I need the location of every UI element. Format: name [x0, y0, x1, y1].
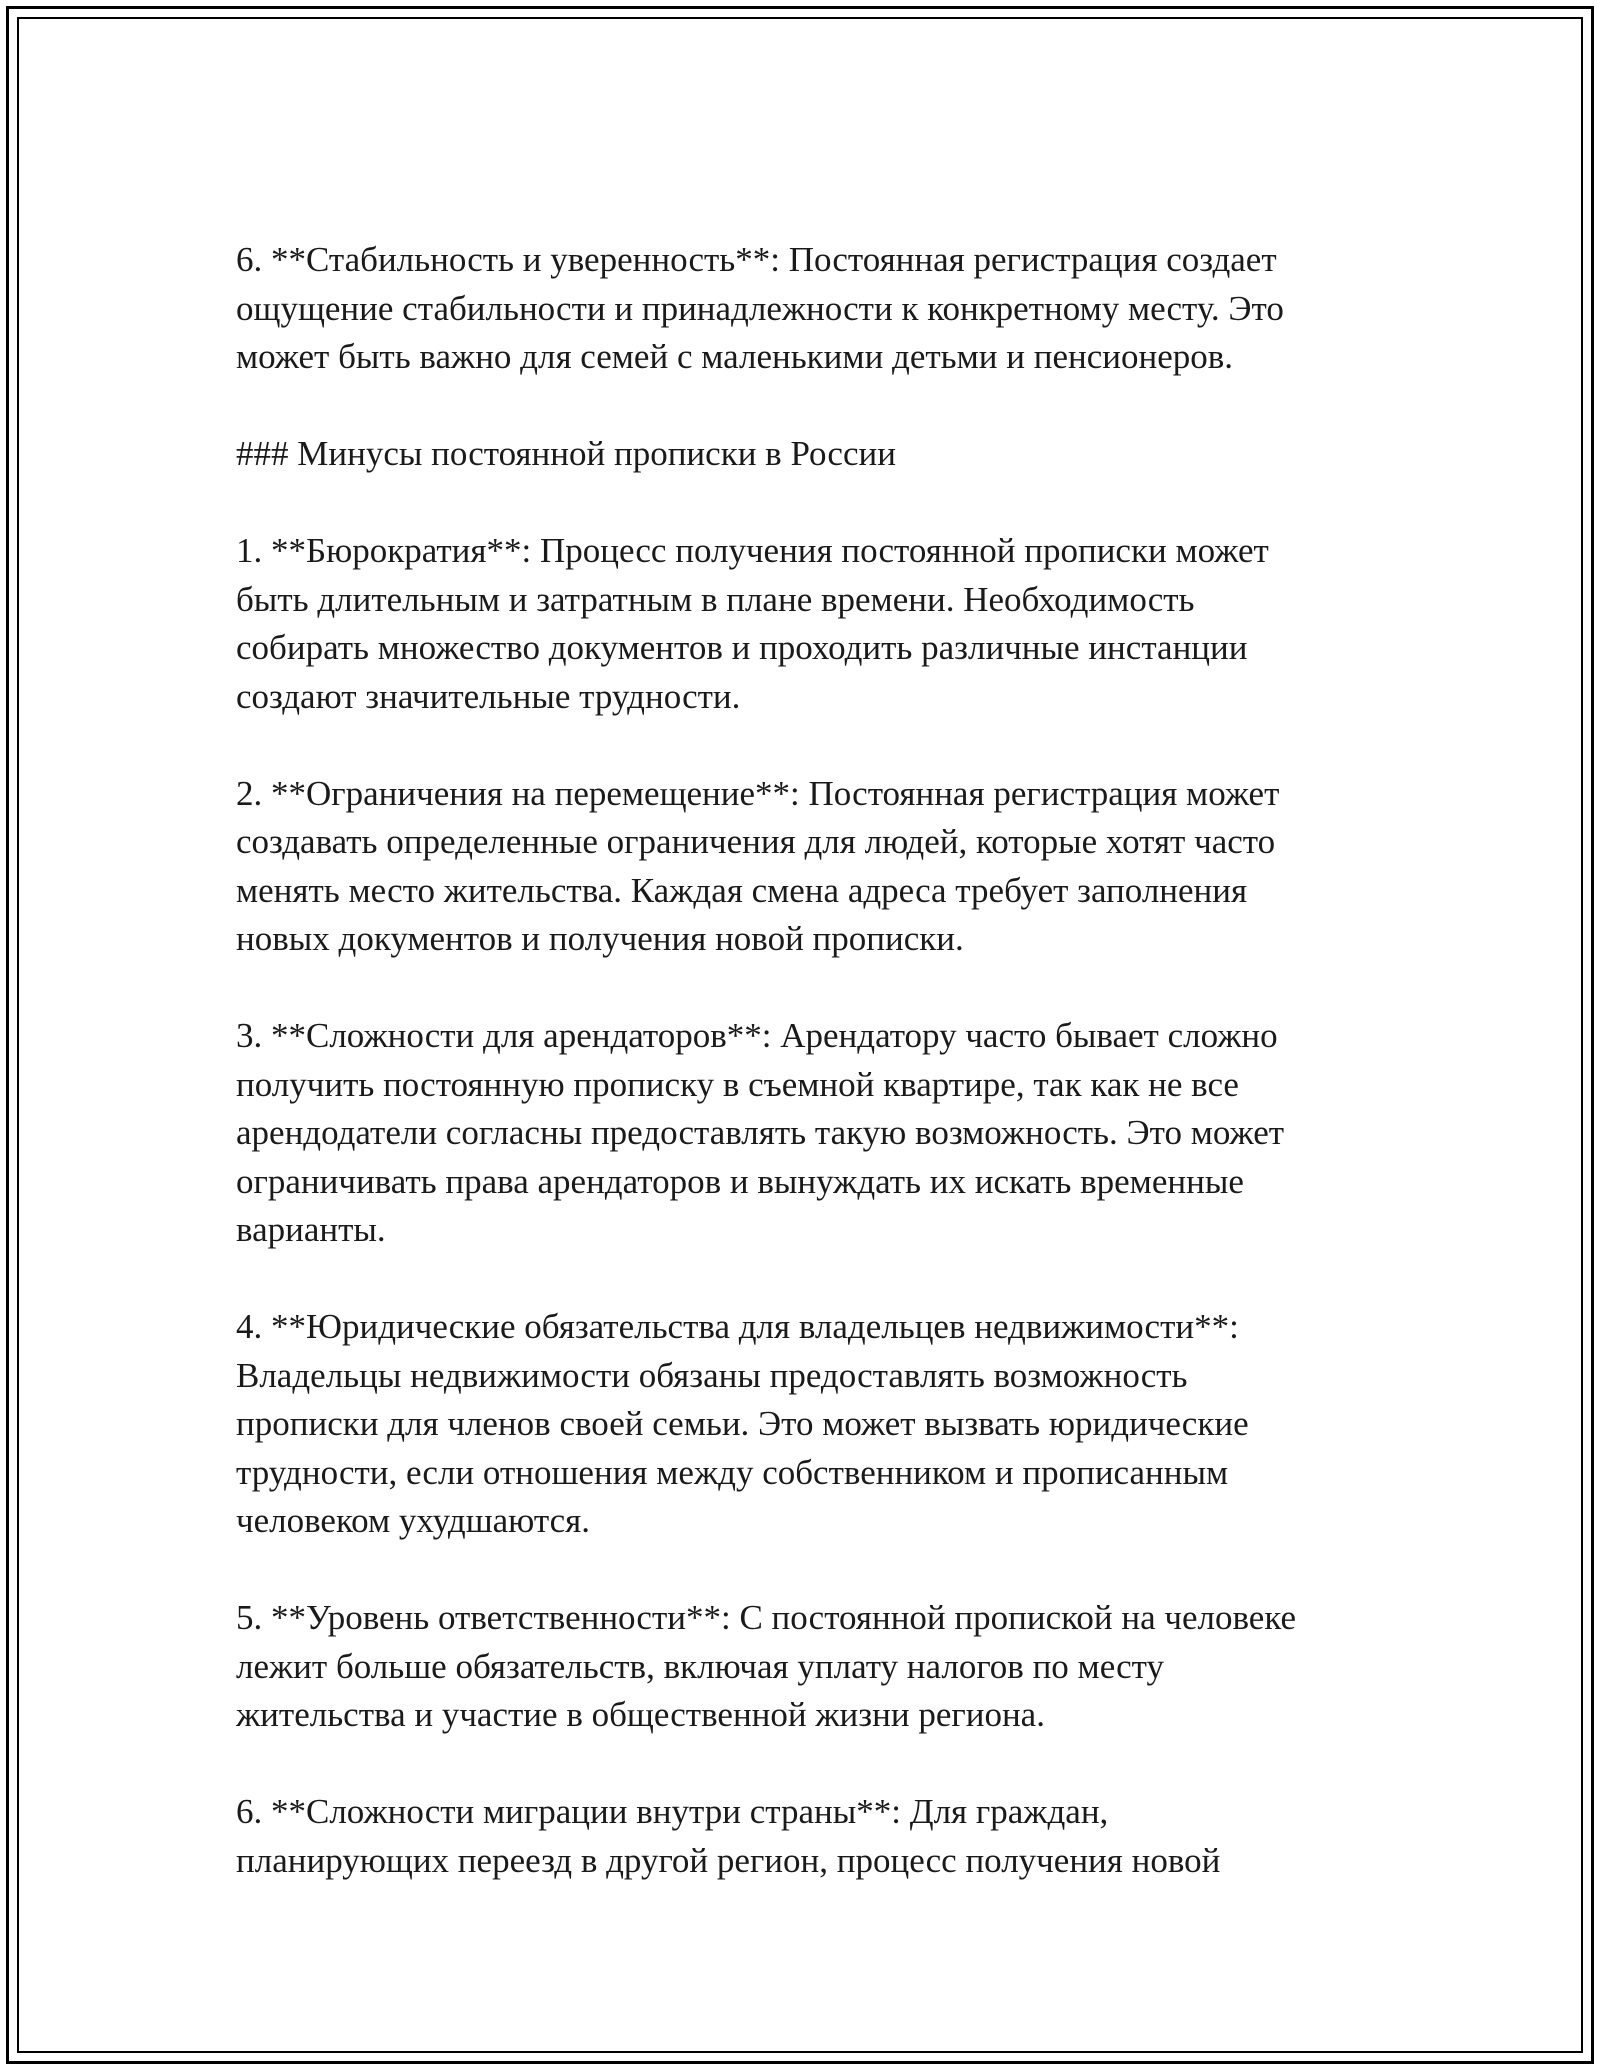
text-line: арендодатели согласны предоставлять такую возможность. Это может — [236, 1113, 1285, 1152]
text-line: менять место жительства. Каждая смена адреса требует заполнения — [236, 870, 1248, 910]
list-item-responsibility — [236, 1594, 1366, 1740]
list-item-bureaucracy — [236, 527, 1366, 721]
text-line: быть длительным и затратным в плане времени. Необходимость — [236, 579, 1195, 619]
text-line: 3. **Сложности для арендаторов**: Арендатору часто бывает сложно — [236, 1016, 1278, 1055]
list-item-stability — [236, 236, 1366, 382]
text-line: создают значительные трудности. — [236, 676, 741, 716]
list-item-tenant-difficulties — [236, 1012, 1366, 1255]
text-line: ограничивать права арендаторов и вынуждать их искать временные — [236, 1161, 1244, 1201]
text-line: Владельцы недвижимости обязаны предоставлять возможность — [236, 1355, 1188, 1395]
document-body — [236, 236, 1366, 1885]
text-line: трудности, если отношения между собственником и прописанным — [236, 1452, 1229, 1492]
heading-line: ### Минусы постоянной прописки в России — [236, 434, 896, 473]
text-line: лежит больше обязательств, включая уплату налогов по месту — [236, 1646, 1164, 1686]
list-item-legal-obligations — [236, 1303, 1366, 1546]
text-line: новых документов и получения новой прописки. — [236, 919, 964, 958]
text-line: человеком ухудшаются. — [236, 1501, 590, 1540]
text-line: 6. **Сложности миграции внутри страны**: Для граждан, — [236, 1792, 1109, 1831]
text-line: получить постоянную прописку в съемной квартире, так как не все — [236, 1064, 1239, 1104]
text-line: жительства и участие в общественной жизни региона. — [236, 1695, 1045, 1734]
section-heading-cons — [236, 430, 1366, 479]
text-line: варианты. — [236, 1210, 386, 1249]
text-line: прописки для членов своей семьи. Это может вызвать юридические — [236, 1404, 1249, 1443]
text-line: планирующих переезд в другой регион, процесс получения новой — [236, 1840, 1221, 1880]
list-item-movement-restrictions — [236, 770, 1366, 964]
text-line: 2. **Ограничения на перемещение**: Постоянная регистрация может — [236, 773, 1280, 813]
text-line: может быть важно для семей с маленькими детьми и пенсионеров. — [236, 337, 1234, 376]
text-line: ощущение стабильности и принадлежности к конкретному месту. Это — [236, 288, 1284, 328]
text-line: 1. **Бюрократия**: Процесс получения постоянной прописки может — [236, 531, 1269, 570]
text-line: 6. **Стабильность и уверенность**: Постоянная регистрация создает — [236, 240, 1277, 279]
text-line: создавать определенные ограничения для людей, которые хотят часто — [236, 822, 1276, 861]
text-line: собирать множество документов и проходить различные инстанции — [236, 628, 1248, 667]
text-line: 5. **Уровень ответственности**: С постоянной пропиской на человеке — [236, 1598, 1296, 1637]
list-item-migration — [236, 1788, 1366, 1885]
text-line: 4. **Юридические обязательства для владельцев недвижимости**: — [236, 1307, 1239, 1346]
